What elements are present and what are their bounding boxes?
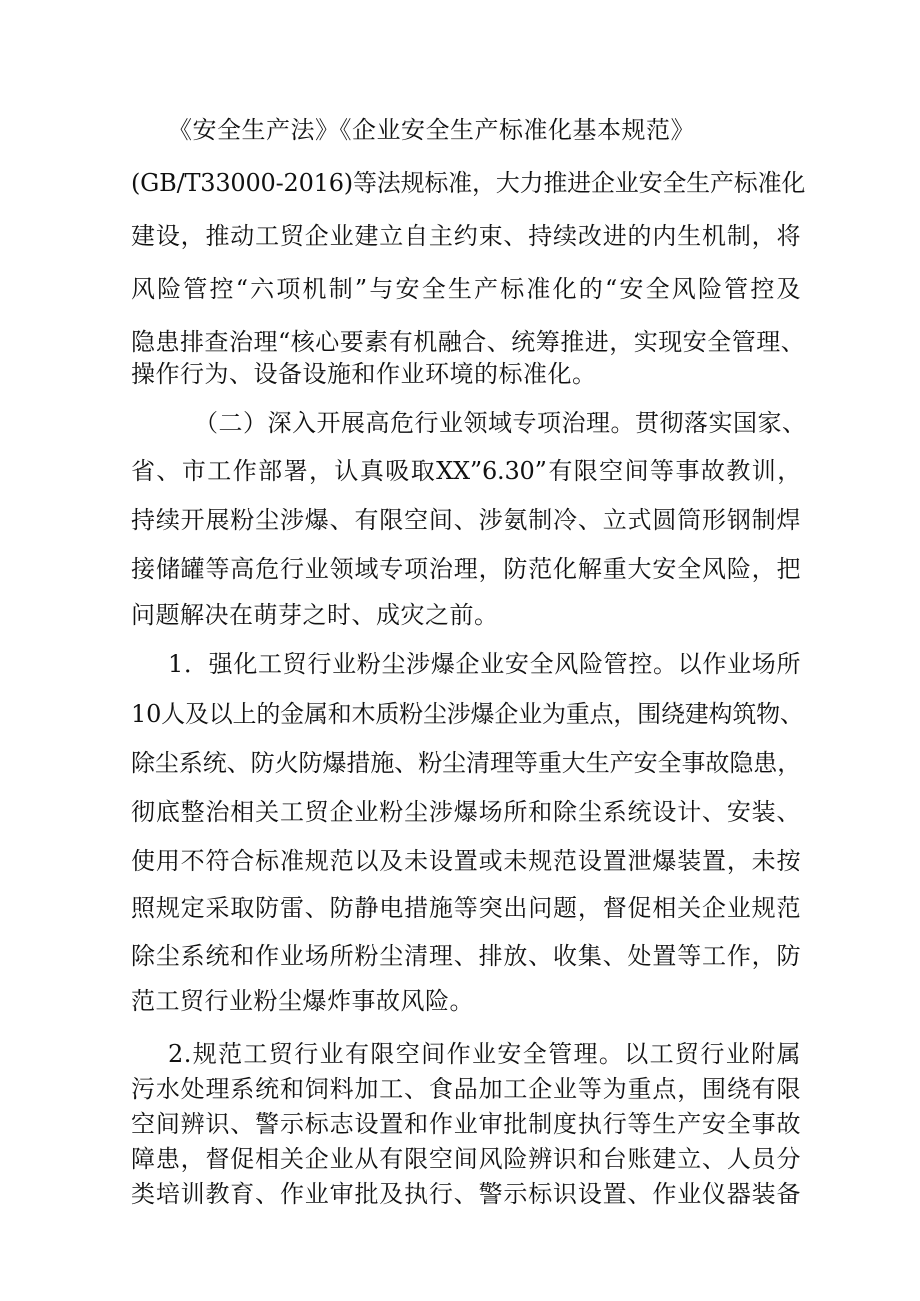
text-line: 问题解决在萌芽之时、成灾之前。 bbox=[131, 601, 499, 629]
text-line: 除尘系统和作业场所粉尘清理、排放、收集、处置等工作，防 bbox=[131, 942, 801, 970]
text-line: 《安全生产法》《企业安全生产标准化基本规范》 bbox=[168, 116, 695, 144]
text-line: (GB/T33000-2016)等法规标准，大力推进企业安全生产标准化 bbox=[131, 169, 806, 197]
section-heading: （二）深入开展高危行业领域专项治理。贯彻落实国家、 bbox=[194, 409, 807, 437]
text-line: 隐患排查治理“核心要素有机融合、统筹推进，实现安全管理、 bbox=[131, 328, 806, 356]
text-line: 污水处理系统和饲料加工、食品加工企业等为重点，围绕有限 bbox=[131, 1075, 801, 1103]
text-line: 持续开展粉尘涉爆、有限空间、涉氨制冷、立式圆筒形钢制焊 bbox=[131, 506, 801, 534]
item-heading: 2.规范工贸行业有限空间作业安全管理。以工贸行业附属 bbox=[168, 1040, 801, 1068]
text-line: 彻底整治相关工贸企业粉尘涉爆场所和除尘系统设计、安装、 bbox=[131, 798, 801, 826]
text-line: 省、市工作部署，认真吸取XX”6.30”有限空间等事故教训， bbox=[131, 457, 801, 485]
text-line: 障患，督促相关企业从有限空间风险辨识和台账建立、人员分 bbox=[131, 1145, 801, 1173]
text-line: 范工贸行业粉尘爆炸事故风险。 bbox=[131, 987, 474, 1015]
text-line: 操作行为、设备设施和作业环境的标准化。 bbox=[131, 360, 597, 388]
item-heading: 1．强化工贸行业粉尘涉爆企业安全风险管控。以作业场所 bbox=[168, 650, 801, 678]
text-line: 10人及以上的金属和木质粉尘涉爆企业为重点，围绕建构筑物、 bbox=[131, 700, 804, 728]
text-line: 接储罐等高危行业领域专项治理，防范化解重大安全风险，把 bbox=[131, 555, 801, 583]
text-line: 使用不符合标准规范以及未设置或未规范设置泄爆装置，未按 bbox=[131, 847, 801, 875]
text-line: 建设，推动工贸企业建立自主约束、持续改进的内生机制，将 bbox=[131, 222, 801, 250]
text-line: 类培训教育、作业审批及执行、警示标识设置、作业仪器装备 bbox=[131, 1180, 801, 1208]
text-line: 空间辨识、警示标志设置和作业审批制度执行等生产安全事故 bbox=[131, 1110, 801, 1138]
text-line: 照规定采取防雷、防静电措施等突出问题，督促相关企业规范 bbox=[131, 894, 801, 922]
text-line: 风险管控“六项机制”与安全生产标准化的“安全风险管控及 bbox=[131, 275, 801, 303]
text-line: 除尘系统、防火防爆措施、粉尘清理等重大生产安全事故隐患， bbox=[131, 749, 801, 777]
